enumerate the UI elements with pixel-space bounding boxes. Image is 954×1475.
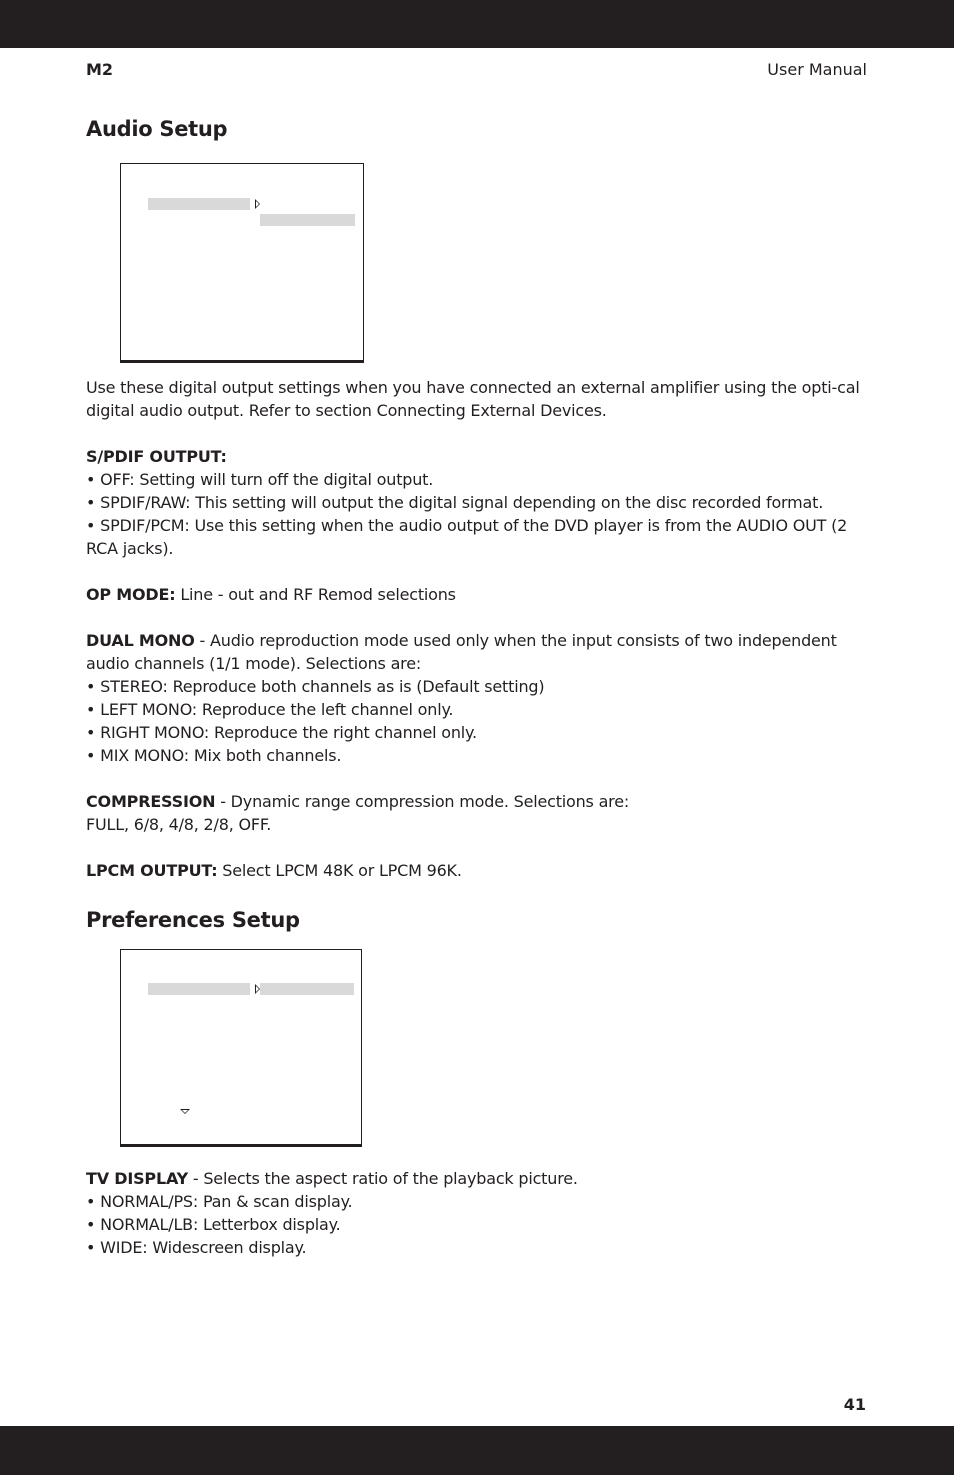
page-number: 41 — [843, 1395, 866, 1414]
audio-setup-screen — [120, 163, 364, 363]
list-item: • NORMAL/PS: Pan & scan display. — [86, 1192, 353, 1211]
compression-paragraph — [86, 790, 876, 813]
tv-display-paragraph — [86, 1167, 876, 1190]
preferences-setup-body — [86, 1167, 876, 1259]
preferences-setup-screen — [120, 949, 362, 1147]
list-item: • SPDIF/PCM: Use this setting when the audio output of the DVD player is from the AUDIO OUT (2 RCA jacks). — [86, 516, 848, 558]
doc-type-label: User Manual — [767, 60, 867, 79]
list-item: • LEFT MONO: Reproduce the left channel only. — [86, 700, 454, 719]
lpcm-title: LPCM OUTPUT: — [86, 861, 218, 880]
op-mode-paragraph — [86, 583, 876, 606]
lpcm-text: Select LPCM 48K or LPCM 96K. — [217, 861, 462, 880]
list-item: • WIDE: Widescreen display. — [86, 1238, 307, 1257]
lpcm-paragraph — [86, 859, 876, 882]
op-mode-title: OP MODE: — [86, 585, 176, 604]
list-item: • RIGHT MONO: Reproduce the right channel only. — [86, 723, 477, 742]
submenu-highlight-bar — [260, 983, 354, 995]
dual-mono-text: - Audio reproduction mode used only when the input consists of two independent audio channels (1/1 mode). Selections are: — [86, 631, 837, 673]
tv-display-title: TV DISPLAY — [86, 1169, 188, 1188]
compression-title: COMPRESSION — [86, 792, 216, 811]
menu-highlight-bar — [148, 198, 250, 210]
preferences-setup-heading: Preferences Setup — [86, 908, 300, 932]
top-bar — [0, 0, 954, 48]
spdif-title: S/PDIF OUTPUT: — [86, 447, 227, 466]
menu-highlight-bar — [148, 983, 250, 995]
list-item: • MIX MONO: Mix both channels. — [86, 746, 342, 765]
tv-display-text: - Selects the aspect ratio of the playback picture. — [188, 1169, 578, 1188]
submenu-highlight-bar — [260, 214, 355, 226]
model-label: M2 — [86, 60, 114, 79]
list-item: • OFF: Setting will turn off the digital output. — [86, 470, 434, 489]
list-item: • STEREO: Reproduce both channels as is (Default setting) — [86, 677, 545, 696]
menu-scroll-down-icon — [180, 1109, 190, 1114]
audio-intro: Use these digital output settings when you have connected an external amplifier using the opti-cal digital audio output. Refer to section Connecting External Devices. — [86, 378, 860, 420]
audio-setup-body — [86, 376, 876, 882]
audio-setup-heading: Audio Setup — [86, 117, 228, 141]
list-item: • SPDIF/RAW: This setting will output the digital signal depending on the disc recorded format. — [86, 493, 824, 512]
menu-arrow-right-icon — [255, 199, 260, 209]
op-mode-text: Line - out and RF Remod selections — [175, 585, 456, 604]
dual-mono-title: DUAL MONO — [86, 631, 195, 650]
compression-options: FULL, 6/8, 4/8, 2/8, OFF. — [86, 815, 272, 834]
list-item: • NORMAL/LB: Letterbox display. — [86, 1215, 341, 1234]
dual-mono-paragraph — [86, 629, 876, 675]
compression-text: - Dynamic range compression mode. Selections are: — [215, 792, 630, 811]
bottom-bar — [0, 1426, 954, 1475]
